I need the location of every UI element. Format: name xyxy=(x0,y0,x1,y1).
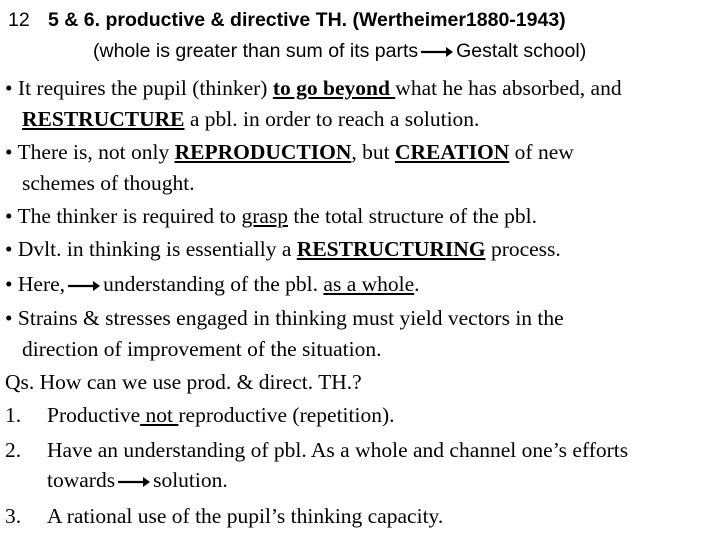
emphasis-text: REPRODUCTION xyxy=(174,140,352,164)
bullet-text: what he has absorbed, and xyxy=(395,76,622,100)
bullet-5-line-1 xyxy=(5,271,420,297)
bullet-text: schemes of thought. xyxy=(22,171,195,195)
emphasis-text: not xyxy=(140,403,179,427)
bullet-marker: • xyxy=(5,204,13,228)
bullet-2-line-1 xyxy=(5,139,574,165)
bullet-text: There is, not only xyxy=(17,140,175,164)
bullet-text: Here, xyxy=(17,272,66,296)
answer-text: A rational use of the pupil’s thinking capacity. xyxy=(47,504,444,528)
bullet-text: , but xyxy=(351,140,395,164)
answer-text: Productive xyxy=(47,403,141,427)
answer-number: 2. xyxy=(5,438,22,462)
subtitle-right: Gestalt school) xyxy=(456,40,587,62)
answer-text: towards xyxy=(47,468,116,492)
bullet-text: Dvlt. in thinking is essentially a xyxy=(17,237,297,261)
answer-number: 1. xyxy=(5,403,22,427)
answer-text: Have an understanding of pbl. As a whole and channel one’s efforts xyxy=(47,438,629,462)
bullet-marker: • xyxy=(5,272,13,296)
question-line: Qs. How can we use prod. & direct. TH.? xyxy=(5,370,362,394)
answer-2-line-2 xyxy=(47,467,228,493)
emphasis-text: grasp xyxy=(241,204,289,228)
bullet-text: understanding of the pbl. xyxy=(103,272,324,296)
bullet-text: . xyxy=(414,272,420,296)
bullet-text: the total structure of the pbl. xyxy=(288,204,537,228)
right-arrow-icon xyxy=(67,279,101,293)
answer-number: 3. xyxy=(5,504,22,528)
answer-1-line-1 xyxy=(5,402,395,428)
bullet-marker: • xyxy=(5,306,13,330)
bullet-6-line-2 xyxy=(22,336,381,362)
slide-title: 5 & 6. productive & directive TH. (Wertheimer1880-1943) xyxy=(48,9,566,31)
bullet-4-line-1 xyxy=(5,236,561,262)
bullet-3-line-1 xyxy=(5,203,537,229)
emphasis-text: RESTRUCTURE xyxy=(22,107,185,131)
bullet-1-line-1 xyxy=(5,75,622,101)
bullet-marker: • xyxy=(5,237,13,261)
answer-3-line-1 xyxy=(5,503,443,529)
bullet-text: Strains & stresses engaged in thinking must yield vectors in the xyxy=(17,306,564,330)
emphasis-text: as a whole xyxy=(323,272,415,296)
emphasis-text: to go beyond xyxy=(272,76,396,100)
bullet-6-line-1 xyxy=(5,305,564,331)
emphasis-text: CREATION xyxy=(394,140,510,164)
bullet-1-line-2 xyxy=(22,106,479,132)
answer-2-line-1 xyxy=(5,437,628,463)
bullet-text: It requires the pupil (thinker) xyxy=(17,76,273,100)
right-arrow-icon xyxy=(420,45,454,59)
bullet-text: a pbl. in order to reach a solution. xyxy=(184,107,480,131)
bullet-2-line-2 xyxy=(22,170,195,196)
answer-text: reproductive (repetition). xyxy=(178,403,395,427)
subtitle-left: (whole is greater than sum of its parts xyxy=(93,40,419,62)
bullet-text: process. xyxy=(485,237,561,261)
answer-text: solution. xyxy=(153,468,228,492)
bullet-marker: • xyxy=(5,76,13,100)
slide-number: 12 xyxy=(8,9,30,31)
right-arrow-icon xyxy=(117,475,151,489)
bullet-text: of new xyxy=(509,140,574,164)
bullet-text: The thinker is required to xyxy=(17,204,242,228)
bullet-text: direction of improvement of the situation. xyxy=(22,337,382,361)
emphasis-text: RESTRUCTURING xyxy=(296,237,486,261)
bullet-marker: • xyxy=(5,140,13,164)
slide-subtitle xyxy=(93,38,586,64)
